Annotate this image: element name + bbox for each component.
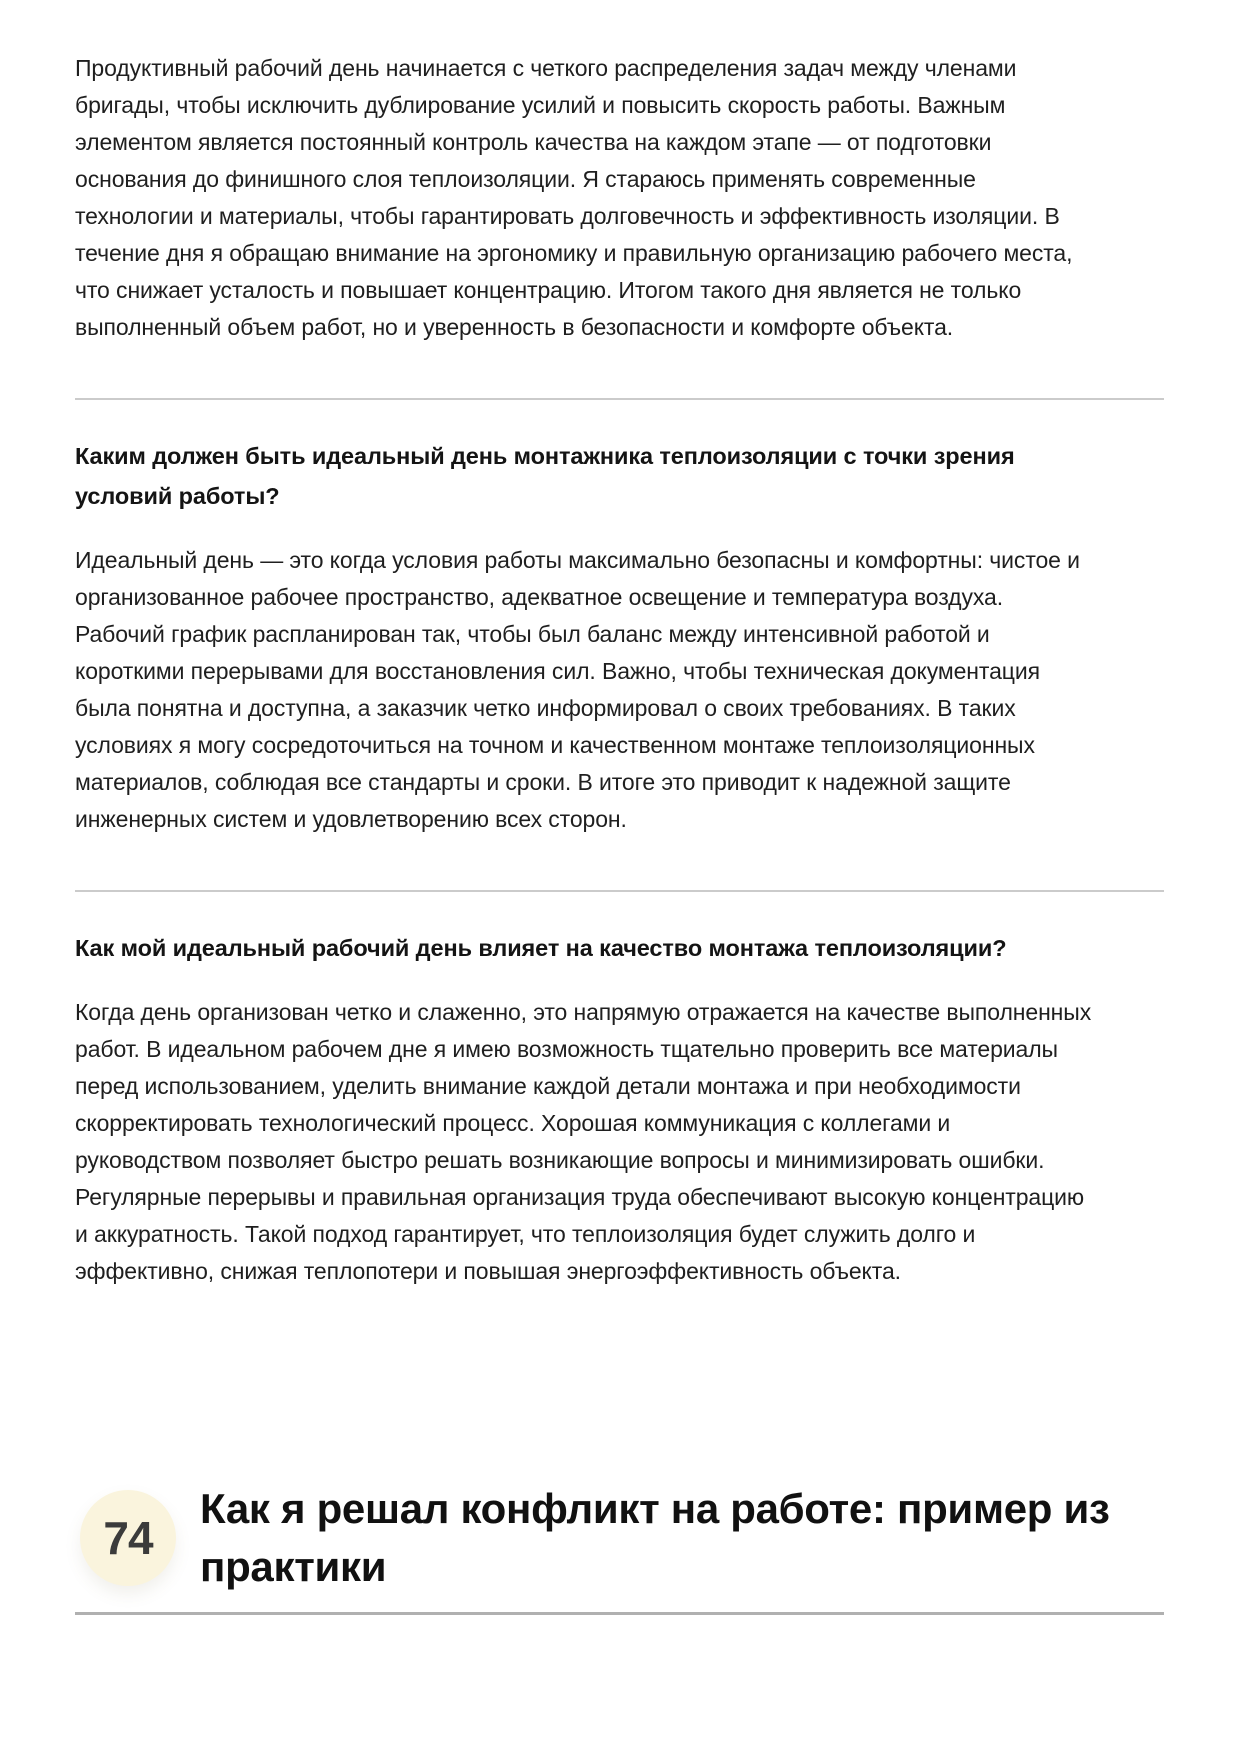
intro-paragraph: Продуктивный рабочий день начинается с четкого распределения задач между членами бригады, чтобы исключить дублирование усилий и повысить скорость работы. Важным элементом является постоянный контроль качества на каждом этапе — от подготовки основания до финишного слоя теплоизоляции. Я стараюсь применять современные технологии и материалы, чтобы гарантировать долговечность и эффективность изоляции. В течение дня я обращаю внимание на эргономику и правильную организацию рабочего места, что снижает усталость и повышает концентрацию. Итогом такого дня является не только выполненный объем работ, но и уверенность в безопасности и комфорте объекта. — [75, 55, 1073, 340]
section-divider — [75, 398, 1164, 400]
chapter-divider — [75, 1612, 1164, 1615]
answer-paragraph-2: Когда день организован четко и слаженно, это напрямую отражается на качестве выполненных работ. В идеальном рабочем дне я имею возможность тщательно проверить все материалы перед использованием, уделить внимание каждой детали монтажа и при необходимости скорректировать технологический процесс. Хорошая коммуникация с коллегами и руководством позволяет быстро решать возникающие вопросы и минимизировать ошибки. Регулярные перерывы и правильная организация труда обеспечивают высокую концентрацию и аккуратность. Такой подход гарантирует, что теплоизоляция будет служить долго и эффективно, снижая теплопотери и повышая энергоэффективность объекта. — [75, 999, 1092, 1284]
chapter-title: Как я решал конфликт на работе: пример из практики — [200, 1485, 1110, 1590]
chapter-number: 74 — [103, 1512, 153, 1564]
question-heading-1: Каким должен быть идеальный день монтажника теплоизоляции с точки зрения условий работы? — [75, 443, 1015, 509]
section-divider — [75, 890, 1164, 892]
chapter-header — [75, 1480, 1164, 1596]
question-heading-2: Как мой идеальный рабочий день влияет на качество монтажа теплоизоляции? — [75, 935, 1007, 961]
chapter-number-badge — [80, 1490, 176, 1586]
answer-paragraph-1: Идеальный день — это когда условия работы максимально безопасны и комфортны: чистое и организованное рабочее пространство, адекватное освещение и температура воздуха. Рабочий график распланирован так, чтобы был баланс между интенсивной работой и короткими перерывами для восстановления сил. Важно, чтобы техническая документация была понятна и доступна, а заказчик четко информировал о своих требованиях. В таких условиях я могу сосредоточиться на точном и качественном монтаже теплоизоляционных материалов, соблюдая все стандарты и сроки. В итоге это приводит к надежной защите инженерных систем и удовлетворению всех сторон. — [75, 547, 1080, 832]
